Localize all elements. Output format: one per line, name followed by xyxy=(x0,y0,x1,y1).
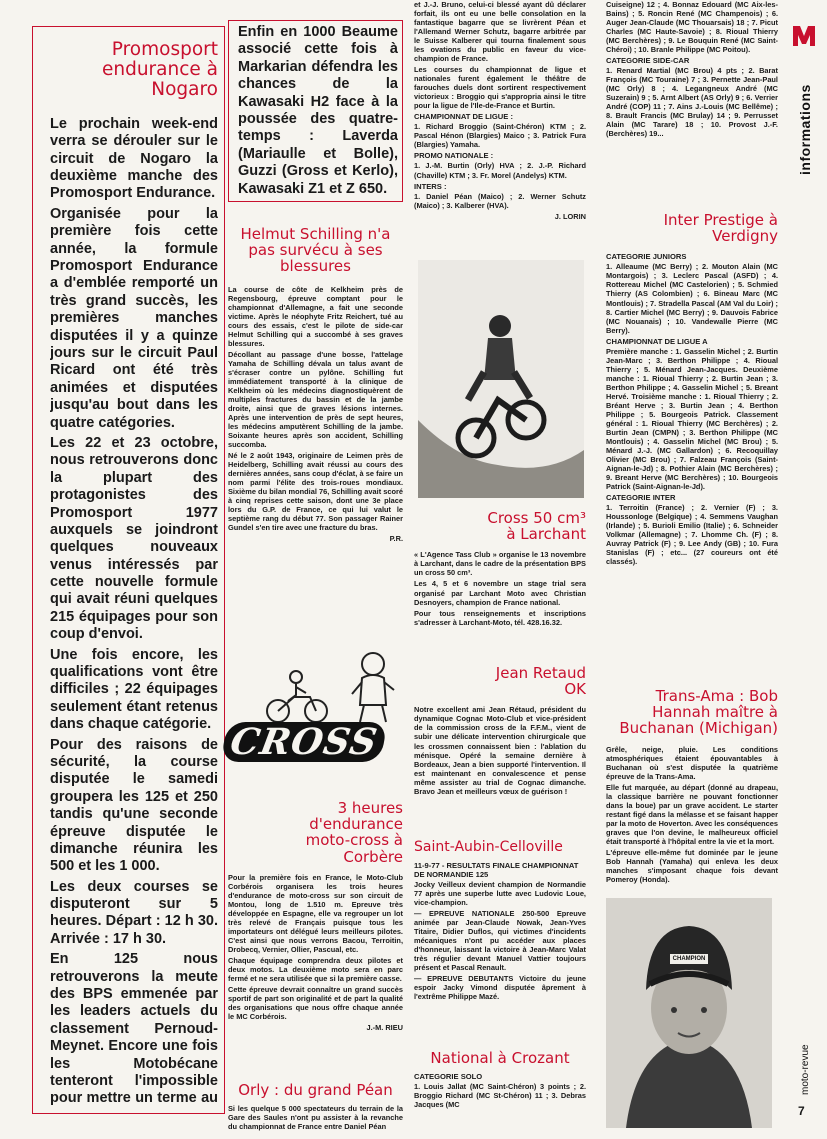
paragraph: — EPREUVE DEBUTANTS Victoire du jeune espoir Jacky Vimond disputée âprement à l'extrême Philippe Mazé. xyxy=(414,974,586,1002)
transama-title: Trans-Ama : Bob Hannah maître à Buchanan (Michigan) xyxy=(619,688,778,738)
col-promosport xyxy=(50,40,218,1108)
verdigny-title: Inter Prestige à Verdigny xyxy=(663,212,778,246)
col-verdigny xyxy=(606,212,778,687)
paragraph: Les 22 et 23 octobre, nous retrouverons donc la plupart des protagonistes des Promosport 1977 auxquels se joindront quelques nouveaux venus intéressés par cette nouvelle formule qui avait réuni quelques 215 équipages pour son coup d'envoi. xyxy=(50,434,218,643)
schilling-signature: P.R. xyxy=(389,534,403,544)
result-text: 1. J.-M. Burtin (Orly) HVA ; 2. J.-P. Richard (Chaville) KTM ; 3. Fr. Morel (Andelys) KTM. xyxy=(414,161,586,180)
paragraph: Le prochain week-end verra se dérouler sur le circuit de Nogaro la deuxième manche des Promosport Endurance. xyxy=(50,115,218,202)
result-text: 1. Terroitin (France) ; 2. Vernier (F) ; 3. Houssonloge (Belgique) ; 4. Semmens Vaughan (Irlande) ; 5. Burioli Emilio (Italie) ; 6. Schneider Volkmar (Allemagne) ; 7. Lhomme Ch. (F) ; 8. Auvray Patrick (F) ; 9. Lee Andy (GB) ; 10. Fura Stanislas (F) ; etc... (27 coureurs ont été classés). xyxy=(606,503,778,567)
paragraph: La course de côte de Kelkheim près de Regensbourg, épreuve comptant pour le championnat d'Allemagne, a fait une seconde victime. Après le néophyte Fritz Reichert, tué au cours des essais, c'est le pilote de side-car Helmut Schilling qui a succombé à ses graves blessures. xyxy=(228,284,403,348)
corbere-signature: J.-M. RIEU xyxy=(366,1023,403,1033)
crozant-cont-text: Cuiseigne) 12 ; 4. Bonnaz Edouard (MC Aix-les-Bains) ; 5. Roncin René (MC Champenois) ; 6. Auger Jean-Claude (MC Thouarsais) 18 ; 7. Picut Charles (MC Haute-Savoie) ; 8. Rioual Thierry (MC Berchères) ; 9. Le Bouquin René (MC Saint-Chéroi) ; 10. Branle Philippe (MC Poitou). xyxy=(606,0,778,55)
paragraph: — EPREUVE NATIONALE 250-500 Epreuve animée par Jean-Claude Nowak, Jean-Yves Titaire, Didier Duflos, qui victimes d'incidents mécaniques n'ont pu accéder aux places d'honneur, laissant la victoire à Jean-Marc Valat très régulier devant Manuel Vattier toujours présent et Pascal Renault. xyxy=(414,909,586,973)
larchant-body xyxy=(414,550,586,626)
paragraph: Décollant au passage d'une bosse, l'attelage Yamaha de Schilling dévala un talus avant de s'écraser contre un pylône. Schilling fut immédiatement transporté à la clinique de Kelkheim où les médecins diagnostiquèrent de multiples fractures du bassin et de la jambe droite, ainsi que de graves lésions internes. Après une intervention de près de sept heures, les médecins amputèrent Schilling de la jambe. Soixante heures après son accident, Schilling succomba. xyxy=(228,349,403,450)
schilling-title: Helmut Schilling n'a pas survécu à ses blessures xyxy=(240,226,391,276)
transama-body xyxy=(606,745,778,884)
result-heading: CATEGORIE JUNIORS xyxy=(606,252,687,262)
promosport-body xyxy=(50,116,218,1108)
paragraph: Les deux courses se disputeront sur 5 heures. Départ : 12 h 30. Arrivée : 17 h 30. xyxy=(50,878,218,947)
crozant-title: National à Crozant xyxy=(430,1050,570,1067)
paragraph: L'épreuve elle-même fut dominée par le jeune Bob Hannah (Yamaha) qui enleva les deux manches s'imposant chaque fois devant Pomeroy (Honda). xyxy=(606,847,778,884)
result-heading: CHAMPIONNAT DE LIGUE : xyxy=(414,112,513,122)
paragraph: et J.-J. Bruno, celui-ci blessé ayant dû déclarer forfait, ils ont eu une belle consolation en la fantastique bagarre que se livrèrent Péan et l'Allemand Werner Schutz, bagarre arbitrée par le Suisse Kalberer qui tourna finalement sous les ovations du public en faveur du vice-champion de France. xyxy=(414,0,586,64)
col-nogaro-end xyxy=(238,24,398,199)
schilling-body xyxy=(228,285,403,533)
saint-aubin-subtitle: 11-9-77 - RESULTATS FINALE CHAMPIONNAT DE NORMANDIE 125 xyxy=(414,861,579,880)
crozant-text: 1. Louis Jallat (MC Saint-Chéron) 3 points ; 2. Broggio Richard (MC St-Chéron) 11 ; 3. Debras Jacques (MC xyxy=(414,1082,586,1110)
crozant-heading: CATEGORIE SOLO xyxy=(414,1072,483,1082)
col-crozant-cont xyxy=(606,0,778,205)
paragraph: Les courses du championnat de ligue et nationales furent également le théâtre de farouches duels dont sortirent respectivement victorieux : Broggio qui s'appropria ainsi le titre pour la ligue de l'Ile-de-France et Burtin. xyxy=(414,65,586,111)
paragraph: « L'Agence Tass Club » organise le 13 novembre à Larchant, dans le cadre de la présentation BPS un cross 50 cm³. xyxy=(414,550,586,578)
paragraph: Jocky Veilleux devient champion de Normandie 77 après une superbe lutte avec Ludovic Loue, vice-champion. xyxy=(414,880,586,908)
informations-logo-icon xyxy=(791,22,817,48)
paragraph: Cette épreuve devrait connaître un grand succès sportif de part son originalité et de part la qualité des organisations que nous offre chaque année le MC Corbérois. xyxy=(228,985,403,1022)
orly-title: Orly : du grand Péan xyxy=(238,1082,393,1099)
orly-body xyxy=(414,0,586,110)
result-text: 1. Daniel Péan (Maico) ; 2. Werner Schutz (Maico) ; 3. Kalberer (HVA). xyxy=(414,191,586,210)
col-orly xyxy=(228,1082,403,1132)
paragraph: Pour tous renseignements et inscriptions s'adresser à Larchant-Moto, tél. 428.16.32. xyxy=(414,608,586,627)
retaud-body: Notre excellent ami Jean Rétaud, président du dynamique Cognac Moto-Club et vice-président de la commission cross de la F.F.M., vient de subir une délicate intervention chirurgicale que les crossmen connaissent bien : l'ablation du ménisque. Opéré la semaine dernière à Bordeaux, Jean a bien supporté l'intervention. Il est maintenant en convalescence et pense même assister au trial de Cognac dimanche. Bravo Jean et meilleurs vœux de guérison ! xyxy=(414,705,586,796)
section-label: informations xyxy=(797,84,813,175)
motocross-jump-photo xyxy=(418,260,584,498)
corbere-body xyxy=(228,873,403,1022)
page-number: 7 xyxy=(798,1104,805,1118)
orly-signature: J. LORIN xyxy=(554,211,586,221)
paragraph: Né le 2 août 1943, originaire de Leimen près de Heidelberg, Schilling avait réussi au cours des dernières années, sans coup d'éclat, à se faire un nom parmi l'élite des trois-roues mondiaux. Sixième du bilan mondial 76, Schilling avait scoré à cinq reprises cette saison, dont une 3e place lors du G.P. de France, ce qui lui valut le septième rang du début 77. Son passager Rainer Gundel s'en tire avec une fracture du bras. xyxy=(228,451,403,533)
result-text: Première manche : 1. Gasselin Michel ; 2. Burtin Jean-Marc ; 3. Berthon Philippe ; 4. Rioual Thierry ; 5. Ménard Jean-Jacques. Deuxième manche : 1. Rioual Thierry ; 2. Burtin Jean ; 3. Berthon Philippe ; 4. Gasselin Michel ; 5. Breant Hervé. Troisième manche : 1. Rioual Thierry ; 2. Bréant Herve ; 3. Burtin Jean ; 4. Berthon Philippe ; 5. Bourgeois Patrick. Classement général : 1. Rioual Thierry (MC Berchères) ; 2. Burtin Jean (CMPN) ; 3. Berthon Philippe (MC Montlouis) ; 4. Gasselin Michel (MC Brou) ; 5. Ménard J.-J. (MC Gallardon) ; 6. Recoquillay Olivier (MC Brou) ; 7. Falzeau François (Saint-Aignan-le-Jd) ; 8. Pothier Alain (MC Berchères) ; 9. Breant Herve (MC Berchères) ; 10. Bourgeois Patrick (Saint-Aignan-le-Jd). xyxy=(606,346,778,492)
paragraph: En 125 nous retrouverons la meute des BPS emmenée par les leaders actuels du classement Pernoud-Meynet. Encore une fois les Motobécane tenteront l'impossible pour mettre un terme au xyxy=(50,951,218,1107)
result-heading: PROMO NATIONALE : xyxy=(414,151,494,161)
col-crozant xyxy=(414,1050,586,1135)
orly-intro: Si les quelque 5 000 spectateurs du terrain de la Gare des Saules n'ont pu assister à la revanche du championnat de France entre Daniel Péan xyxy=(228,1104,403,1132)
magazine-name: moto-revue xyxy=(800,1044,811,1095)
paragraph: Les 4, 5 et 6 novembre un stage trial sera organisé par Larchant Moto avec Christian Desnoyers, champion de France national. xyxy=(414,579,586,607)
promosport-title: Promosport endurance à Nogaro xyxy=(101,40,218,100)
col-schilling xyxy=(228,226,403,666)
result-heading: CHAMPIONNAT DE LIGUE A xyxy=(606,336,708,346)
saint-aubin-body xyxy=(414,880,586,1001)
col-orly-cont xyxy=(414,0,586,262)
cartoon-rider-illustration xyxy=(262,665,332,725)
col-larchant xyxy=(414,510,586,660)
paragraph: Elle fut marquée, au départ (donné au drapeau, la classique barrière ne pouvant fonctionner dans la boue) par un grave accident. Le starter restant figé dans la mélasse et se faisant happer par la moto de Hoverton. Avec les conséquences graves que l'on devine, le malheureux officiel était transporté à l'hôpital entre la vie et la mort. xyxy=(606,782,778,846)
paragraph: Grêle, neige, pluie. Les conditions atmosphériques étaient épouvantables à Buchanan où s'est disputée la quatrième épreuve de la Trans-Ama. xyxy=(606,744,778,781)
nogaro-end-body xyxy=(238,24,398,199)
cross-logo: CROSS xyxy=(220,722,387,762)
paragraph: Une fois encore, les qualifications vont être difficiles ; 22 équipages seulement étant retenus dans chaque catégorie. xyxy=(50,646,218,733)
paragraph: Pour des raisons de sécurité, la course disputée le samedi groupera les 125 et 250 tandis qu'une seconde épreuve disputée le dimanche réunira les 500 et les 1 000. xyxy=(50,736,218,875)
result-text: 1. Alleaume (MC Berry) ; 2. Mouton Alain (MC Montargois) ; 3. Leclerc Pascal (ASFD) ; 4. Rottereau Michel (MC Castelorien) ; 5. Schmied Thierry (AS Colombien) ; 6. Bineau Marc (MC Montlouis) ; 7. Stradella Pascal (AM Val du Loir) ; 8. Cartier Michel (MC Berry) ; 9. Dauvois Fabrice (MC Nouanais) ; 10. Vandewalle Pierre (MC Berry). xyxy=(606,262,778,335)
orly-results xyxy=(414,112,586,209)
retaud-title: Jean Retaud OK xyxy=(495,665,586,699)
col-transama xyxy=(606,688,778,888)
paragraph: Chaque équipage comprendra deux pilotes et deux motos. La deuxième moto sera en parc fermé et ne sera utilisée que si la première casse. xyxy=(228,956,403,984)
result-heading: CATEGORIE INTER xyxy=(606,493,676,503)
saint-aubin-title: Saint-Aubin-Celloville xyxy=(414,840,563,855)
larchant-title: Cross 50 cm³ à Larchant xyxy=(487,510,586,544)
result-heading: INTERS : xyxy=(414,181,447,191)
bob-hannah-portrait-photo xyxy=(606,898,772,1128)
cap-label: CHAMPION xyxy=(672,956,706,962)
cartoon-mechanic-illustration xyxy=(348,650,398,725)
col-retaud xyxy=(414,665,586,835)
paragraph: Pour la première fois en France, le Moto-Club Corbérois organisera les trois heures d'endurance de moto-cross sur son circuit de Montou, long de 1.510 m. Epreuve très développée en Espagne, elle va regrouper un lot très relevé de Français puisque tous les importateurs ont délégué leurs meilleurs pilotes. C'est ainsi que nous verrons Bacou, Terroitin, Drobecq, Vernier, Ollier, Pascual, etc. xyxy=(228,872,403,954)
col-corbere xyxy=(228,800,403,1090)
verdigny-results xyxy=(606,252,778,566)
sidecar-text: 1. Renard Martial (MC Brou) 4 pts ; 2. Barat François (MC Touraine) 7 ; 3. Pernette Jean-Paul (MC Orly) 8 ; 4. Legangneux André (MC Suzerain) 9 ; 5. Arnt Albert (AS Orly) 9 ; 6. Verrier André (COP) 11 ; 7. Ains J.-Louis (MC Bellême) ; 8. Brault Francis (MC Brulay) 14 ; 9. Perrusset Alain (MC Tarare) 18 ; 10. Provost J.-F. (Berchères) 19... xyxy=(606,66,778,139)
corbere-title: 3 heures d'endurance moto-cross à Corbère xyxy=(305,800,403,866)
sidecar-heading: CATEGORIE SIDE-CAR xyxy=(606,56,690,66)
paragraph: Organisée pour la première fois cette année, la formule Promosport Endurance a d'emblée remporté un très grand succès, les premières manches disputées il y a quinze jours sur le circuit Paul Ricard ont été très animées et disputées jusqu'au bout dans les quatre catégories. xyxy=(50,205,218,431)
result-text: 1. Richard Broggio (Saint-Chéron) KTM ; 2. Pascal Hénon (Blargies) Maico ; 3. Patrick Fura (Blargies) Yamaha. xyxy=(414,122,586,150)
col-saint-aubin xyxy=(414,840,586,1050)
paragraph: Enfin en 1000 Beaume associé cette fois à Markarian défendra les chances de la Kawasaki H2 face à la poussée des quatre-temps : Laverda (Mariaulle et Bolle), Guzzi (Gross et Kerlo), Kawasaki Z1 et Z 650. xyxy=(238,24,398,197)
